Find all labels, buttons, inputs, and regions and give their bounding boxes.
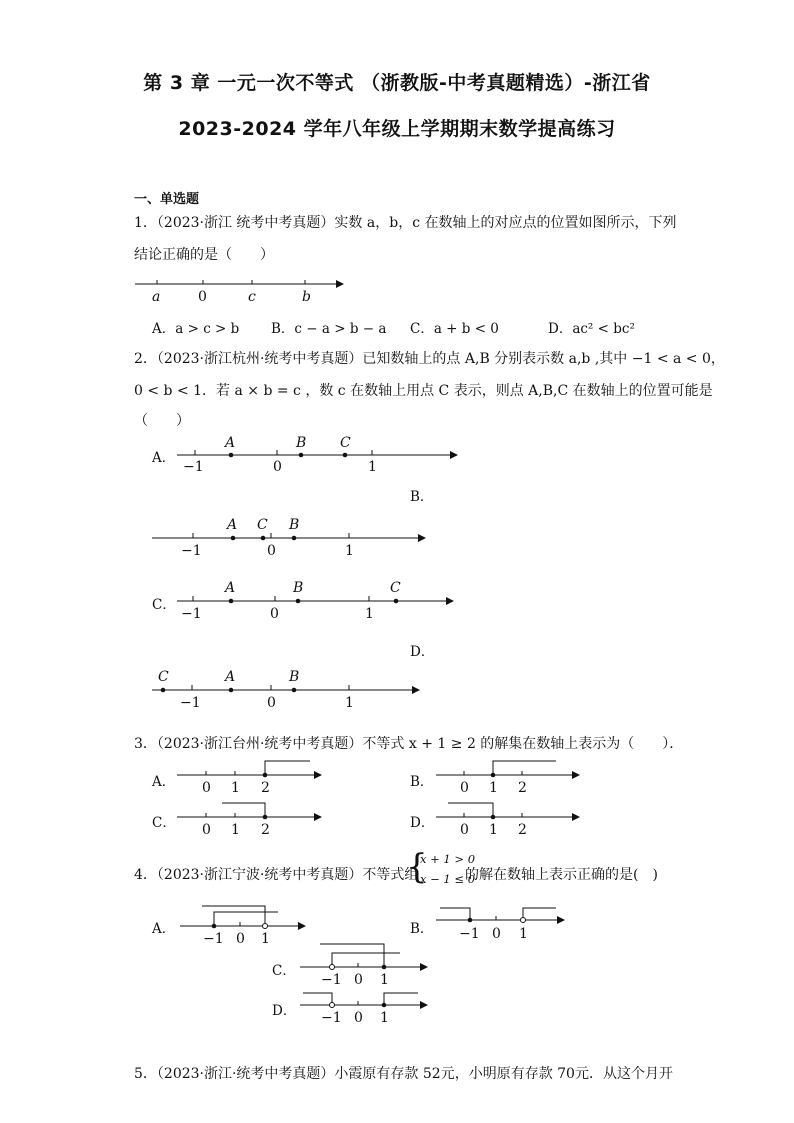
doc-title-line1: 第 3 章 一元一次不等式 （浙教版-中考真题精选）-浙江省 <box>143 72 651 94</box>
svg-text:0: 0 <box>202 780 211 796</box>
svg-text:1: 1 <box>380 972 389 988</box>
q1-label-a: a <box>152 289 161 305</box>
svg-text:0: 0 <box>267 543 276 559</box>
q3-option-b-label[interactable]: B． <box>410 774 434 790</box>
svg-text:C: C <box>340 435 351 451</box>
svg-text:2: 2 <box>518 822 527 838</box>
svg-text:2: 2 <box>261 780 270 796</box>
q1-option-a[interactable]: A．a > c > b <box>152 321 240 337</box>
q4-stem-post: 的解在数轴上表示正确的是( ) <box>465 867 658 883</box>
q2-stem-line3: （ ） <box>134 413 190 429</box>
svg-text:1: 1 <box>345 695 354 711</box>
svg-text:0: 0 <box>492 926 501 942</box>
q1-option-b[interactable]: B．c − a > b − a <box>271 321 387 337</box>
q4-stem-pre: 4．（2023·浙江宁波·统考中考真题）不等式组 <box>134 867 419 883</box>
svg-text:1: 1 <box>231 822 240 838</box>
svg-text:−1: −1 <box>321 972 342 988</box>
svg-text:A: A <box>225 435 236 451</box>
q1-stem-line1: 1．（2023·浙江 统考中考真题）实数 a，b，c 在数轴上的对应点的位置如图所示，下列 <box>134 215 677 231</box>
q3-option-a-label[interactable]: A． <box>152 774 176 790</box>
q1-stem-line2: 结论正确的是（ ） <box>134 247 274 263</box>
section-heading: 一、单选题 <box>134 192 200 207</box>
svg-text:1: 1 <box>489 822 498 838</box>
svg-text:1: 1 <box>261 931 270 947</box>
svg-text:1: 1 <box>519 926 528 942</box>
svg-text:0: 0 <box>270 606 279 622</box>
q2-stem-line1: 2．（2023·浙江杭州·统考中考真题）已知数轴上的点 A,B 分别表示数 a,b ,其中 −1 < a < 0， <box>134 351 725 367</box>
svg-text:−1: −1 <box>181 606 202 622</box>
svg-text:2: 2 <box>261 822 270 838</box>
q3-stem: 3．（2023·浙江台州·统考中考真题）不等式 x + 1 ≥ 2 的解集在数轴上表示为（ ）． <box>134 736 684 752</box>
svg-text:1: 1 <box>345 543 354 559</box>
svg-text:A: A <box>227 517 238 533</box>
q2-stem-line2: 0 < b < 1．若 a × b = c ，数 c 在数轴上用点 C 表示，则点 A,B,C 在数轴上的位置可能是 <box>134 383 713 399</box>
svg-text:−1: −1 <box>183 459 204 475</box>
svg-text:B: B <box>296 435 307 451</box>
svg-text:C: C <box>158 669 169 685</box>
svg-text:0: 0 <box>267 695 276 711</box>
svg-text:1: 1 <box>365 606 374 622</box>
svg-text:B: B <box>289 669 300 685</box>
q1-label-c: c <box>248 289 256 305</box>
svg-text:2: 2 <box>518 780 527 796</box>
q2-option-b-label[interactable]: B． <box>410 489 434 505</box>
svg-text:−1: −1 <box>459 926 480 942</box>
q2-option-d-label[interactable]: D． <box>410 644 435 660</box>
svg-text:A: A <box>225 669 236 685</box>
svg-text:B: B <box>293 580 304 596</box>
q2-option-a-label[interactable]: A． <box>152 450 176 466</box>
svg-text:0: 0 <box>460 780 469 796</box>
q4-option-b-label[interactable]: B． <box>410 921 434 937</box>
q4-system-line2: x − 1 ≤ 0 <box>420 872 476 886</box>
svg-text:−1: −1 <box>203 931 224 947</box>
q1-label-0: 0 <box>198 289 207 305</box>
q4-option-d-label[interactable]: D． <box>272 1003 297 1019</box>
svg-text:0: 0 <box>202 822 211 838</box>
svg-text:0: 0 <box>354 972 363 988</box>
svg-text:−1: −1 <box>181 543 202 559</box>
q4-option-a-label[interactable]: A． <box>152 921 176 937</box>
svg-text:0: 0 <box>273 459 282 475</box>
q4-system-line1: x + 1 > 0 <box>420 852 476 866</box>
q1-label-b: b <box>302 289 311 305</box>
svg-text:−1: −1 <box>321 1010 342 1026</box>
q5-stem: 5．（2023·浙江·统考中考真题）小霞原有存款 52元，小明原有存款 70元．从这个月开 <box>134 1066 673 1082</box>
svg-text:1: 1 <box>380 1010 389 1026</box>
svg-text:C: C <box>390 580 401 596</box>
doc-title-line2: 2023-2024 学年八年级上学期期末数学提高练习 <box>178 118 616 140</box>
svg-text:0: 0 <box>460 822 469 838</box>
q3-option-c-label[interactable]: C． <box>152 815 176 831</box>
system-brace: { <box>406 847 428 887</box>
svg-text:C: C <box>257 517 268 533</box>
q1-option-d[interactable]: D．ac² < bc² <box>548 321 635 337</box>
svg-text:1: 1 <box>368 459 377 475</box>
svg-text:0: 0 <box>236 931 245 947</box>
svg-text:0: 0 <box>354 1010 363 1026</box>
svg-text:−1: −1 <box>180 695 201 711</box>
q4-option-c-label[interactable]: C． <box>272 963 296 979</box>
svg-text:B: B <box>289 517 300 533</box>
svg-text:1: 1 <box>231 780 240 796</box>
svg-text:1: 1 <box>489 780 498 796</box>
q2-option-c-label[interactable]: C． <box>152 597 176 613</box>
q1-option-c[interactable]: C．a + b < 0 <box>410 321 499 337</box>
q3-option-d-label[interactable]: D． <box>410 815 435 831</box>
svg-text:A: A <box>225 580 236 596</box>
